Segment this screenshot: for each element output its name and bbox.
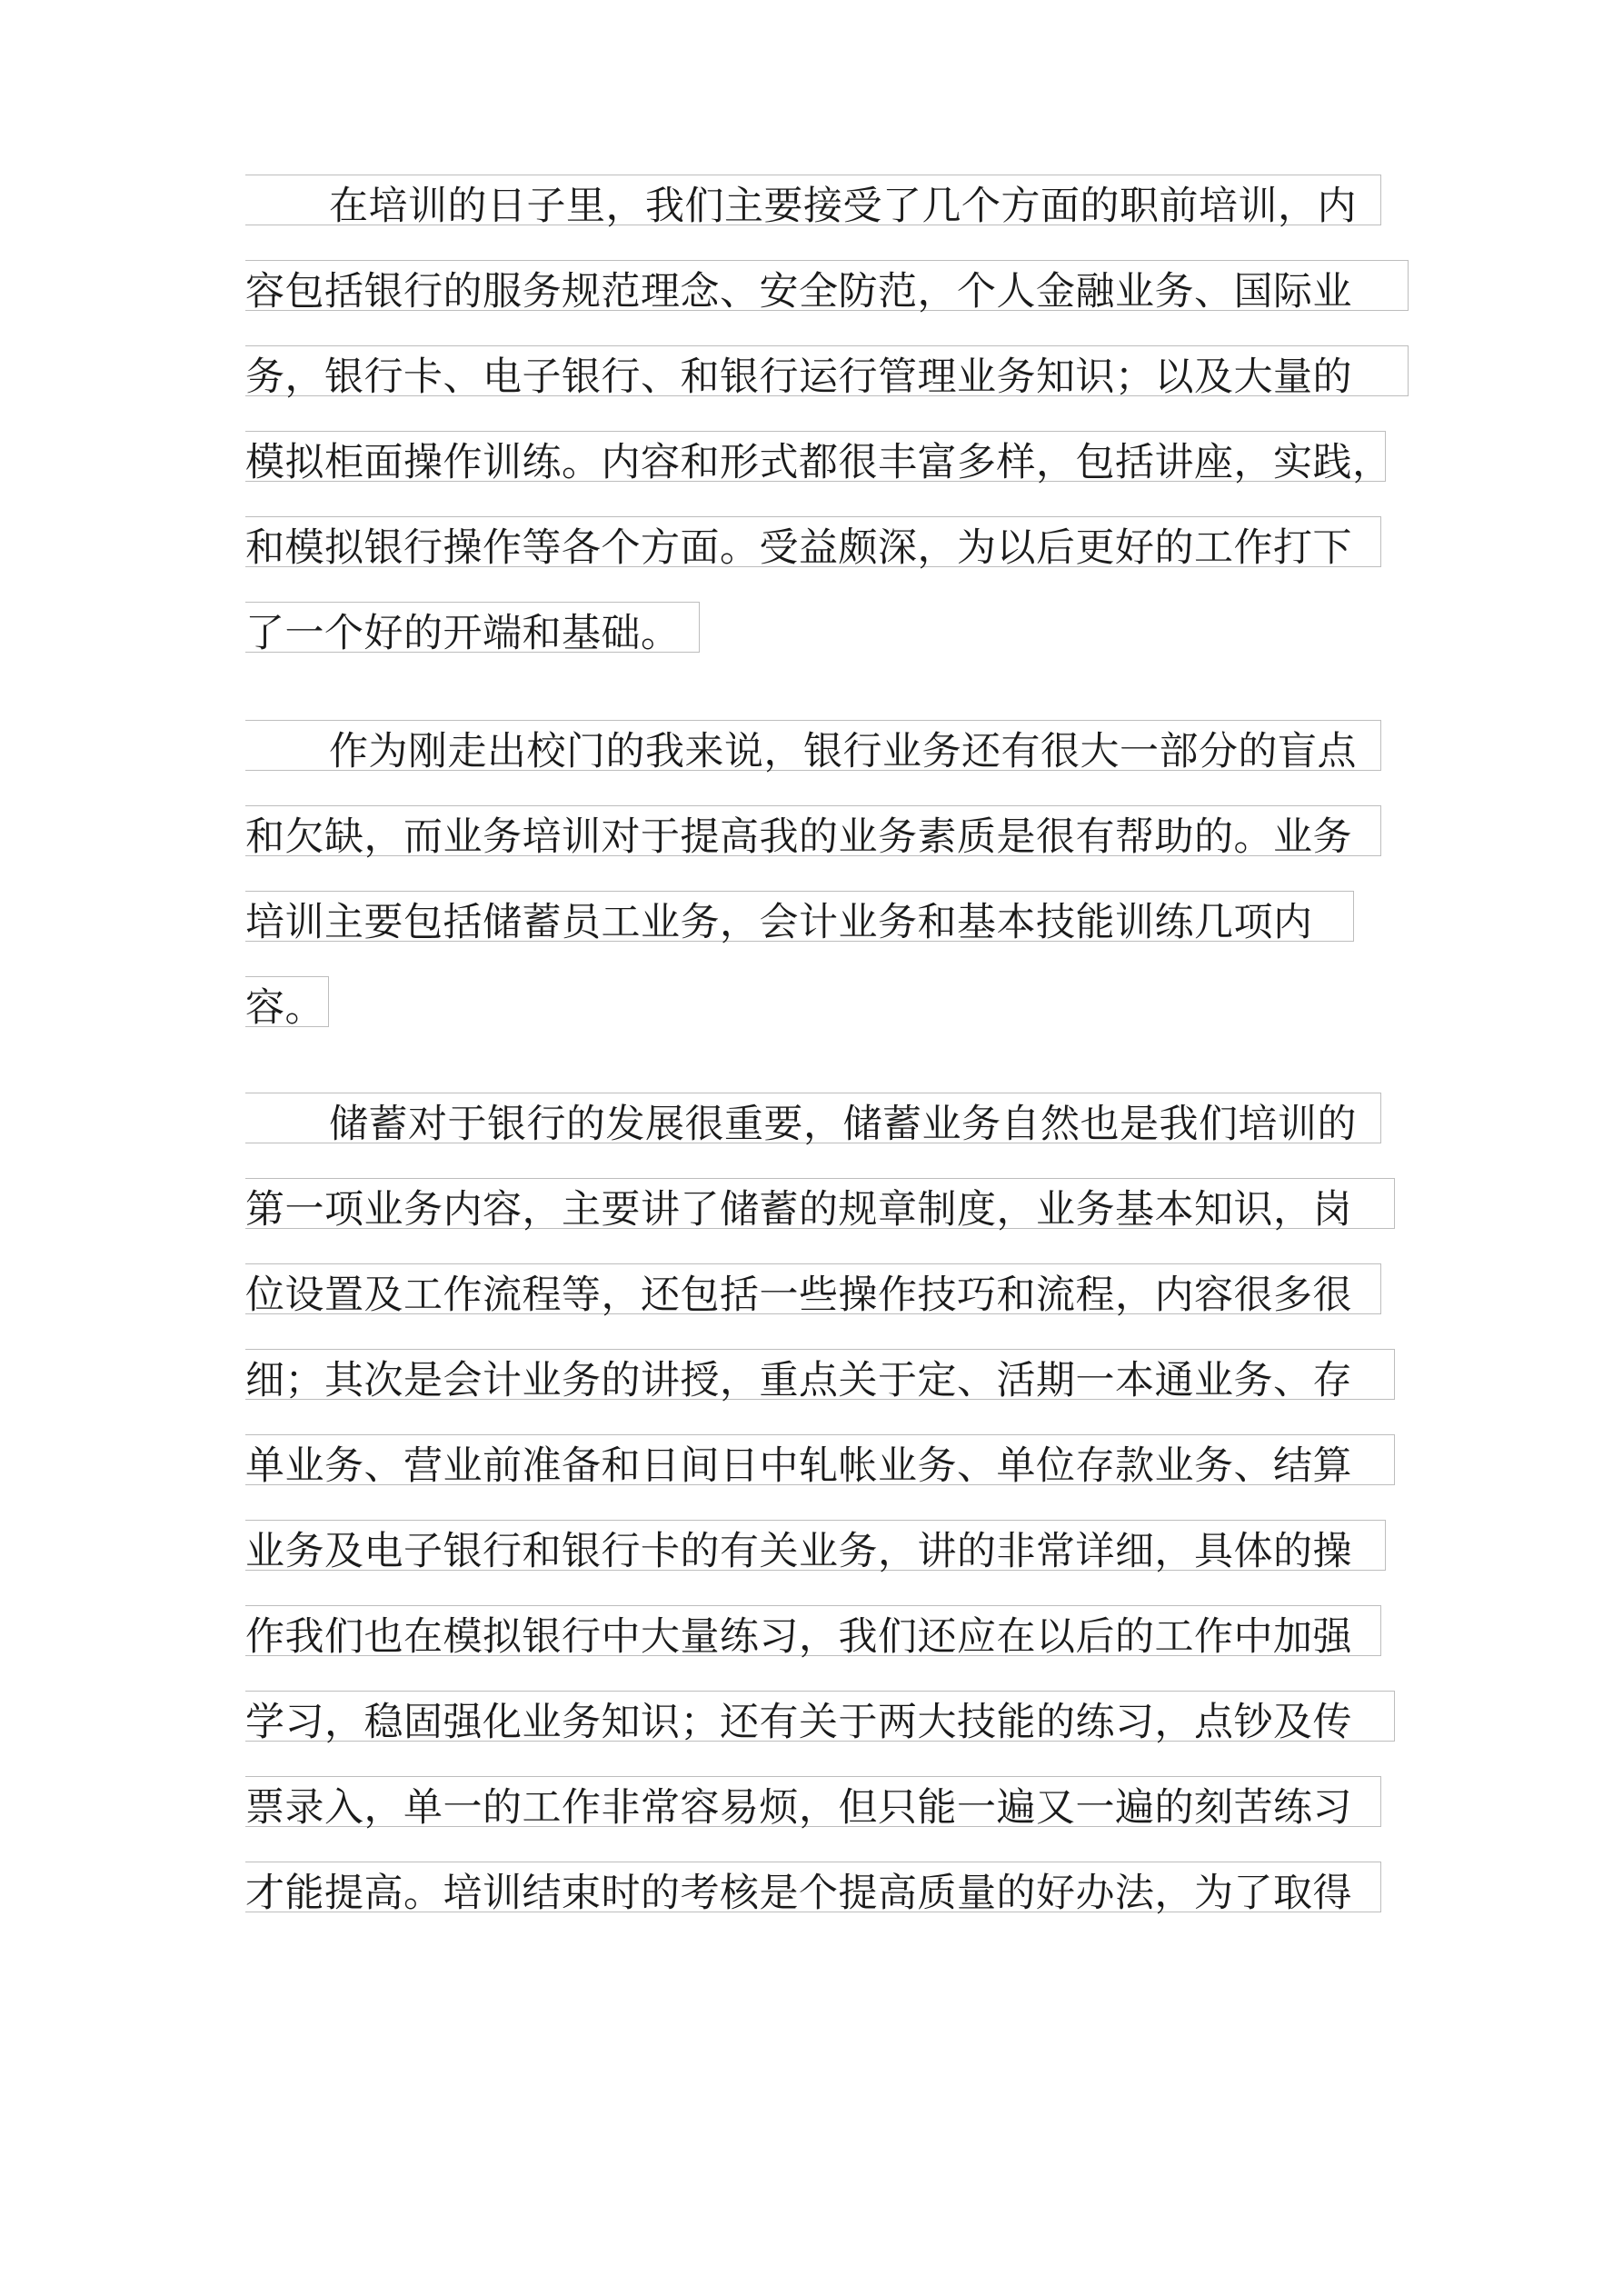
line-text: 位设置及工作流程等，还包括一些操作技巧和流程，内容很多很 (245, 1273, 1352, 1318)
line-text: 模拟柜面操作训练。内容和形式都很丰富多样，包括讲座，实践， (245, 440, 1392, 485)
line-text: 第一项业务内容，主要讲了储蓄的规章制度，业务基本知识，岗 (245, 1187, 1352, 1233)
text-line (245, 880, 1409, 965)
line-text: 务，银行卡、电子银行、和银行运行管理业务知识；以及大量的 (245, 354, 1352, 400)
line-text: 学习，稳固强化业务知识；还有关于两大技能的练习，点钞及传 (245, 1700, 1352, 1745)
line-text: 作我们也在模拟银行中大量练习，我们还应在以后的工作中加强 (245, 1614, 1352, 1660)
line-text: 在培训的日子里，我们主要接受了几个方面的职前培训，内 (329, 184, 1357, 229)
text-line (245, 249, 1409, 334)
text-line (245, 334, 1409, 420)
text-line (245, 1338, 1409, 1423)
paragraph-2 (245, 709, 1409, 1051)
line-text: 和欠缺，而业务培训对于提高我的业务素质是很有帮助的。业务 (245, 814, 1352, 860)
text-line (245, 1851, 1409, 1936)
line-text: 单业务、营业前准备和日间日中轧帐业务、单位存款业务、结算 (245, 1443, 1352, 1489)
line-text: 业务及电子银行和银行卡的有关业务，讲的非常详细，具体的操 (245, 1529, 1352, 1574)
text-line (245, 1509, 1409, 1594)
text-line (245, 591, 1409, 676)
text-line (245, 1167, 1409, 1253)
text-line (245, 1423, 1409, 1509)
line-text: 才能提高。培训结束时的考核是个提高质量的好办法，为了取得 (245, 1871, 1352, 1916)
line-text: 容。 (245, 985, 324, 1031)
line-text: 培训主要包括储蓄员工业务，会计业务和基本技能训练几项内 (245, 900, 1313, 945)
text-line (245, 1680, 1409, 1765)
text-line (245, 420, 1409, 505)
text-line (245, 794, 1409, 880)
text-line (245, 164, 1409, 249)
text-line (245, 1594, 1409, 1680)
line-text: 作为刚走出校门的我来说，银行业务还有很大一部分的盲点 (329, 729, 1357, 774)
text-line (245, 1765, 1409, 1851)
text-line (245, 1253, 1409, 1338)
line-text: 票录入，单一的工作非常容易烦，但只能一遍又一遍的刻苦练习 (245, 1785, 1352, 1831)
line-text: 了一个好的开端和基础。 (245, 611, 681, 656)
line-text: 容包括银行的服务规范理念、安全防范，个人金融业务、国际业 (245, 269, 1352, 314)
line-text: 和模拟银行操作等各个方面。受益颇深，为以后更好的工作打下 (245, 525, 1352, 571)
text-line (245, 709, 1409, 794)
paragraph-3 (245, 1082, 1409, 1936)
line-text: 细；其次是会计业务的讲授，重点关于定、活期一本通业务、存 (245, 1358, 1352, 1403)
text-line (245, 965, 1409, 1051)
text-line (245, 1082, 1409, 1167)
line-text: 储蓄对于银行的发展很重要，储蓄业务自然也是我们培训的 (329, 1102, 1357, 1147)
paragraph-1 (245, 164, 1409, 676)
text-line (245, 505, 1409, 591)
